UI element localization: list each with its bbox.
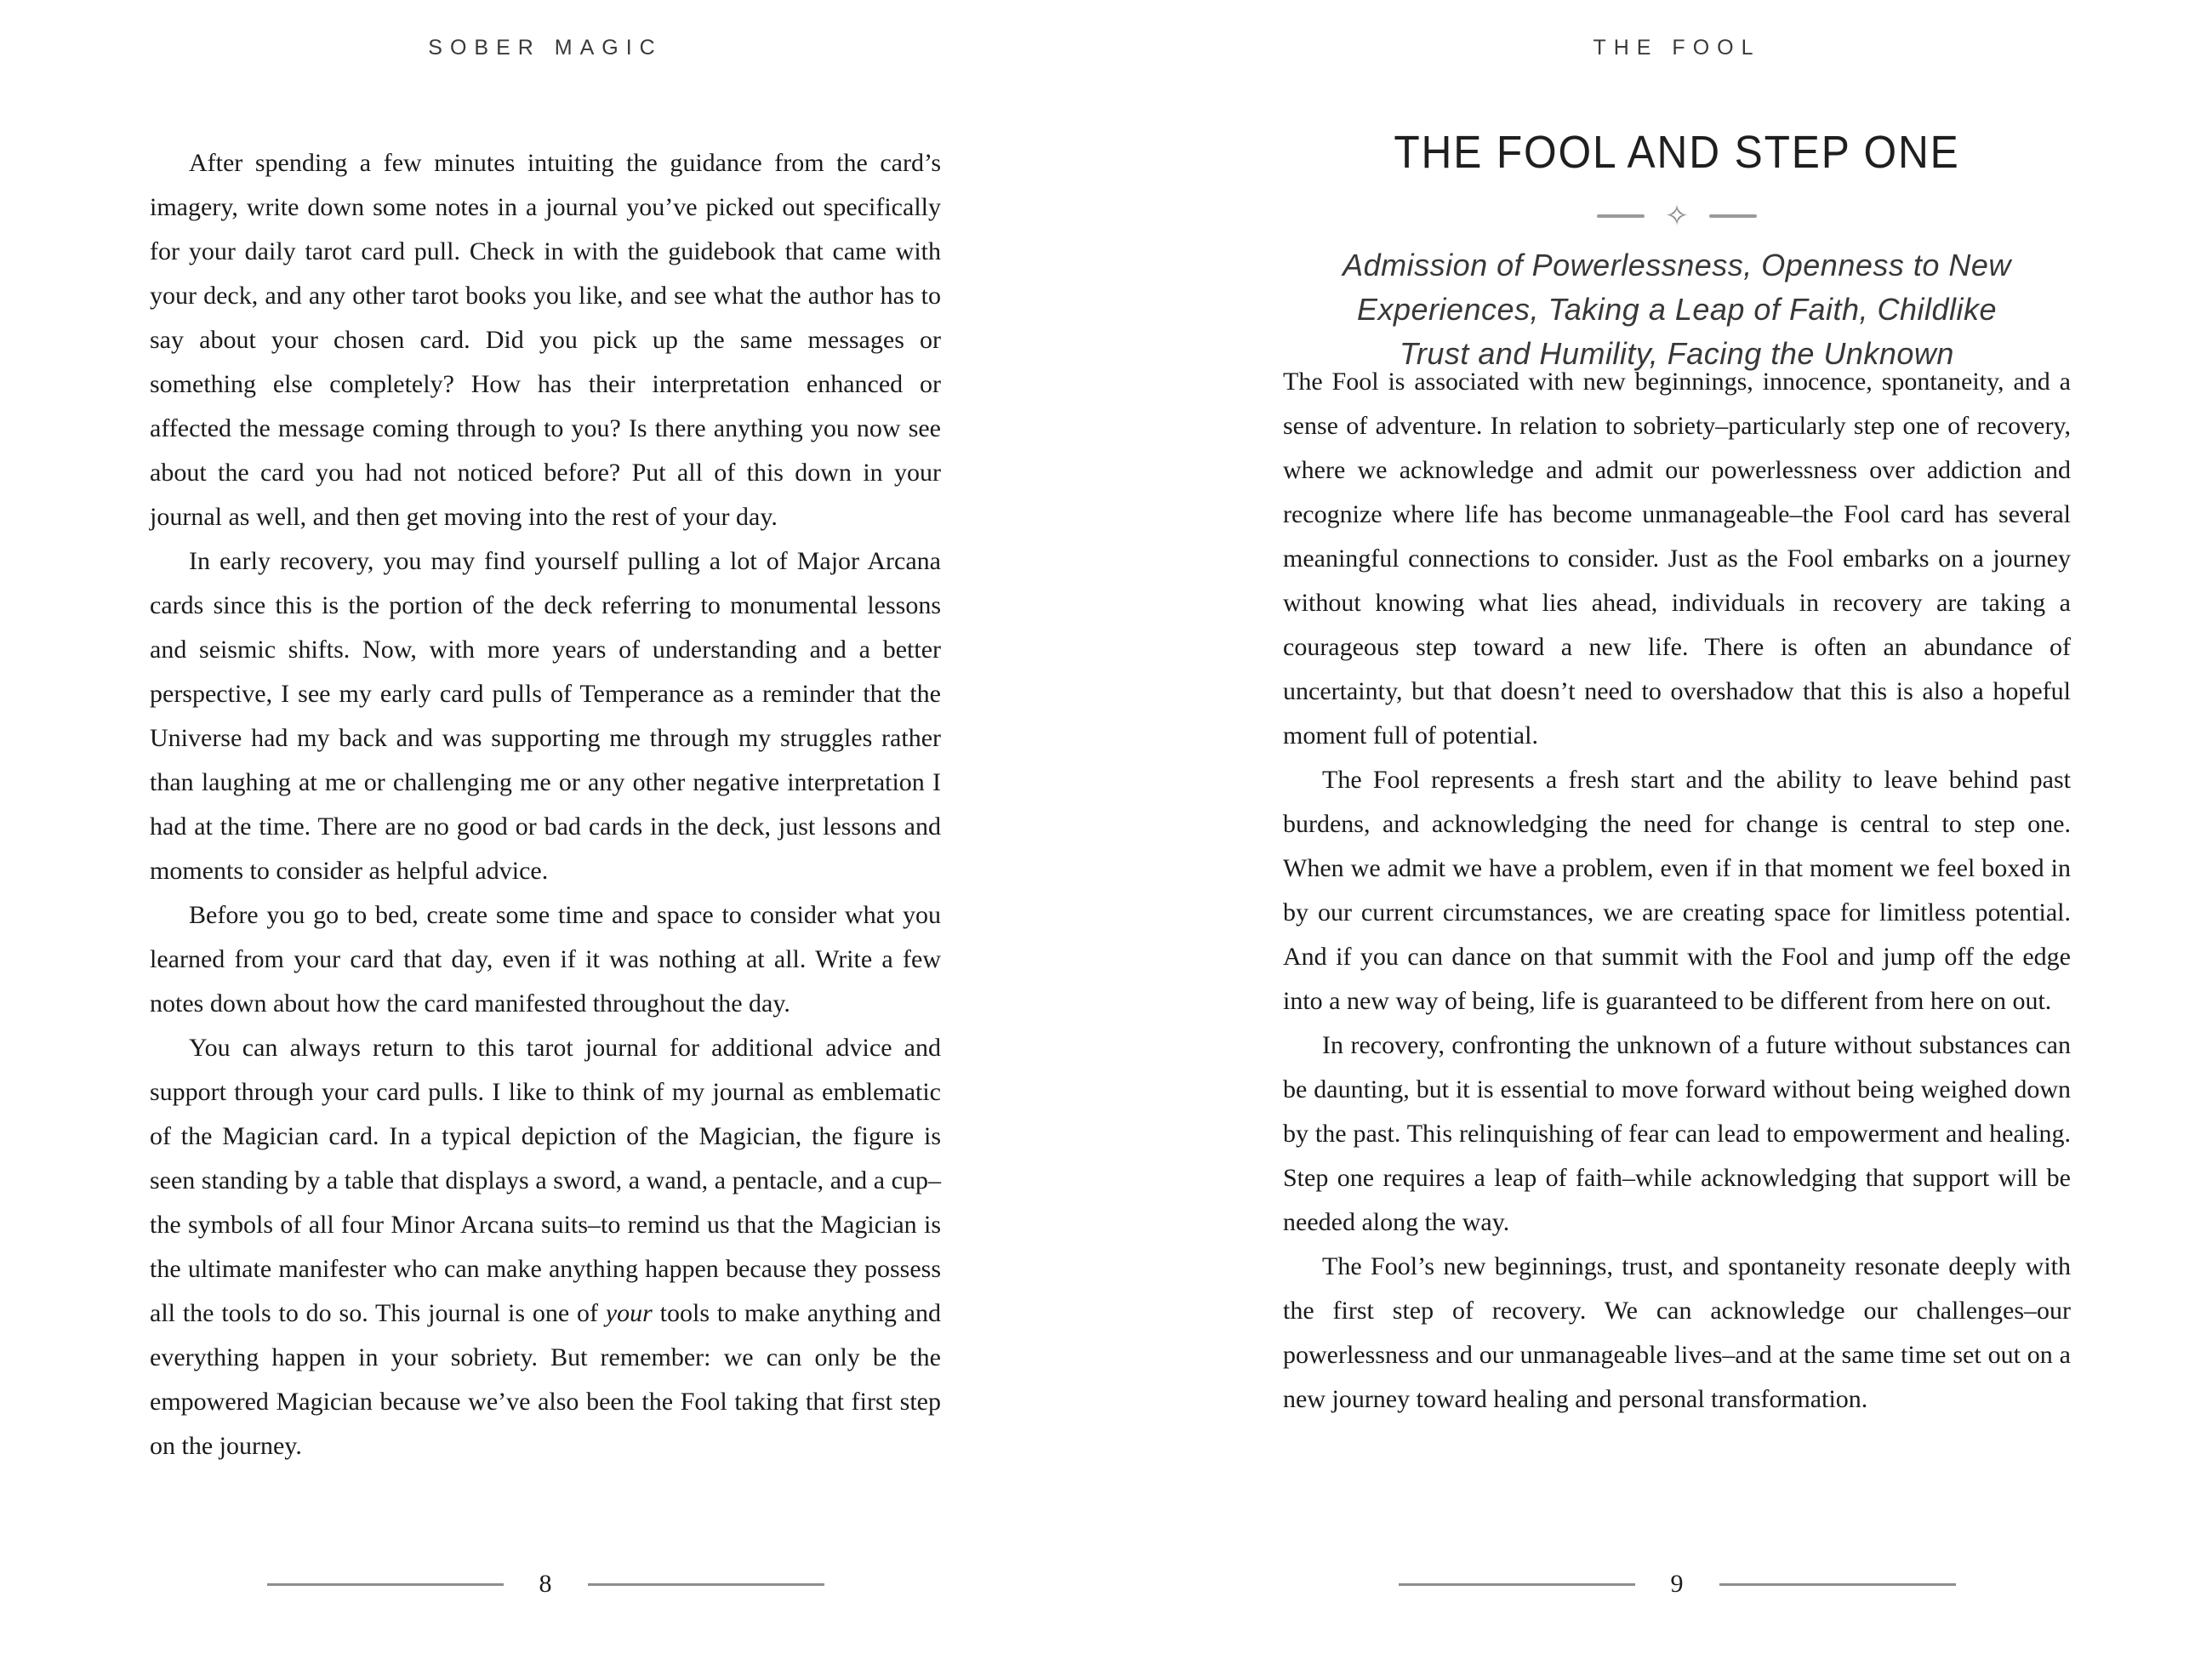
paragraph: In recovery, confronting the unknown of a future without substances can be daunting, but it is essential to move forward without being weighed down by the past. This relinquishing of fear can lead to empowerment and healing. Step one requires a leap of faith–while acknowledging that support will be needed along the way. xyxy=(1283,1031,2071,1236)
left-body-text xyxy=(150,141,941,1468)
folio-rule-left xyxy=(1399,1583,1635,1586)
paragraph: In early recovery, you may find yourself pulling a lot of Major Arcana cards since this is the portion of the deck referring to monumental lessons and seismic shifts. Now, with more years of understanding and a better perspective, I see my early card pulls of Temperance as a reminder that the Universe had my back and was supporting me through my struggles rather than laughing at me or challenging me or any other negative interpretation I had at the time. There are no good or bad cards in the deck, just lessons and moments to consider as helpful advice. xyxy=(150,547,941,885)
diamond-star-icon: ✧ xyxy=(1664,199,1690,233)
paragraph-text: You can always return to this tarot journal for additional advice and support through your card pulls. I like to think of my journal as emblematic of the Magician card. In a typical depiction of the Magician, the figure is seen standing by a table that displays a sword, a wand, a pentacle, and a cup–the symbols of all four Minor Arcana suits–to remind us that the Magician is the ultimate manifester who can make anything happen because they possess all the tools to do so. This journal is one of xyxy=(150,1034,941,1327)
folio-rule-left xyxy=(267,1583,504,1586)
subtitle-line: Trust and Humility, Facing the Unknown xyxy=(1400,336,1954,371)
right-page-number: 9 xyxy=(1670,1570,1684,1598)
chapter-ornament xyxy=(1283,201,2071,231)
chapter-subtitle xyxy=(1283,243,2071,376)
paragraph: The Fool’s new beginnings, trust, and spontaneity resonate deeply with the first step of recovery. We can acknowledge our challenges–our powerlessness and our unmanageable lives–and at the same time set out on a new journey toward healing and personal transformation. xyxy=(1283,1252,2071,1413)
ornament-dash-icon xyxy=(1597,214,1645,218)
subtitle-line: Admission of Powerlessness, Openness to New xyxy=(1343,248,2011,282)
right-text-column xyxy=(1283,0,2071,1659)
right-page xyxy=(1106,0,2212,1659)
chapter-heading xyxy=(1283,126,2071,376)
right-running-head: THE FOOL xyxy=(1593,36,1761,60)
left-running-head: SOBER MAGIC xyxy=(428,36,663,60)
paragraph: After spending a few minutes intuiting the guidance from the card’s imagery, write down some notes in a journal you’ve picked out specifically for your daily tarot card pull. Check in with the guidebook that came with your deck, and any other tarot books you like, and see what the author has to say about your chosen card. Did you pick up the same messages or something else completely? How has their interpretation enhanced or affected the message coming through to you? Is there anything you now see about the card you had not noticed before? Put all of this down in your journal as well, and then get moving into the rest of your day. xyxy=(150,149,941,531)
ornament-dash-icon xyxy=(1709,214,1757,218)
left-page-number: 8 xyxy=(539,1570,552,1598)
paragraph xyxy=(150,1026,941,1468)
chapter-title: THE FOOL AND STEP ONE xyxy=(1394,127,1960,178)
folio-rule-right xyxy=(1719,1583,1956,1586)
folio-rule-right xyxy=(588,1583,824,1586)
left-text-column xyxy=(150,0,941,1659)
paragraph: Before you go to bed, create some time and space to consider what you learned from your card that day, even if it was nothing at all. Write a few notes down about how the card manifested throughout the day. xyxy=(150,901,941,1018)
paragraph-text: tools to make anything and everything happen in your sobriety. But remember: we can only be the empowered Magician because we’ve also been the Fool taking that first step on the journey. xyxy=(150,1299,941,1460)
paragraph: The Fool represents a fresh start and the ability to leave behind past burdens, and acknowledging the need for change is central to step one. When we admit we have a problem, even if in that moment we feel boxed in by our current circumstances, we are creating space for limitless potential. And if you can dance on that summit with the Fool and jump off the edge into a new way of being, life is guaranteed to be different from here on out. xyxy=(1283,766,2071,1015)
right-body-text xyxy=(1283,360,2071,1422)
subtitle-line: Experiences, Taking a Leap of Faith, Childlike xyxy=(1356,292,1998,327)
right-folio xyxy=(1283,1564,2071,1605)
paragraph: The Fool is associated with new beginnings, innocence, spontaneity, and a sense of adventure. In relation to sobriety–particularly step one of recovery, where we acknowledge and admit our powerlessness over addiction and recognize where life has become unmanageable–the Fool card has several meaningful connections to consider. Just as the Fool embarks on a journey without knowing what lies ahead, individuals in recovery are taking a courageous step toward a new life. There is often an abundance of uncertainty, but that doesn’t need to overshadow that this is also a hopeful moment full of potential. xyxy=(1283,368,2071,750)
italic-word: your xyxy=(605,1299,653,1327)
left-folio xyxy=(150,1564,941,1605)
